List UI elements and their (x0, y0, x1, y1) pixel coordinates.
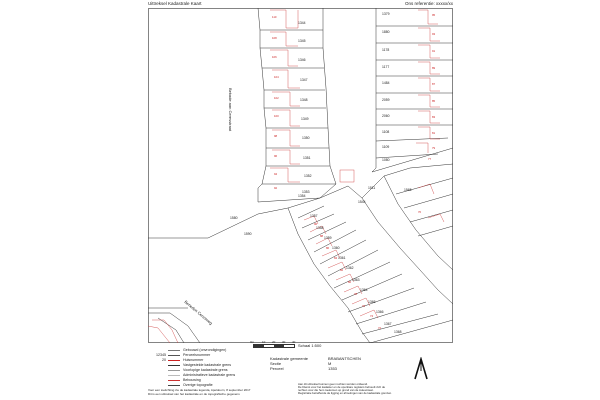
legend-swatch (168, 380, 180, 381)
municipality-label: Kadastrale gemeente (270, 356, 309, 361)
legend-item (148, 378, 268, 382)
parcel-number[interactable]: 1366 (376, 310, 384, 314)
house-number[interactable]: 88 (320, 234, 324, 238)
legend-label: Bebouwing (183, 378, 201, 382)
parcel-number[interactable]: 1880 (382, 30, 390, 34)
parcel-number[interactable]: 1511 (368, 186, 376, 190)
legend-swatch (168, 375, 180, 376)
parcel-value: 1353 (328, 366, 337, 371)
parcel-number[interactable]: 1358 (316, 226, 324, 230)
house-number[interactable]: 77 (428, 157, 432, 161)
legend-footnote-1: Voor een toelichting zie de kadastrale legenda, Apeldoorn, 8 september 2017 (148, 388, 251, 392)
buildings-middle (304, 184, 444, 318)
buildings-right (416, 10, 440, 153)
legend-swatch (168, 355, 180, 356)
house-number[interactable]: 98 (274, 134, 278, 138)
parcel-number[interactable]: 1350 (302, 136, 310, 140)
section-label: Sectie (270, 361, 282, 366)
house-number[interactable]: 84 (334, 256, 338, 260)
note-line-1: Aan dit uittreksel kunnen geen rechten worden ontleend. (298, 382, 368, 386)
parcel-number[interactable]: 1361 (338, 256, 346, 260)
legend-swatch (168, 350, 180, 351)
house-number[interactable]: 104 (274, 75, 279, 79)
house-number[interactable]: 80 (348, 280, 352, 284)
parcel-label: Perceel (270, 366, 284, 371)
house-number[interactable]: 82 (340, 268, 344, 272)
house-number[interactable]: 79 (432, 146, 436, 150)
parcel-number[interactable]: 1367 (384, 322, 392, 326)
legend-item (148, 348, 268, 352)
parcel-number[interactable]: 1363 (352, 278, 360, 282)
parcel-number[interactable]: 1109 (382, 145, 390, 149)
scale-tick-4: 40 (292, 340, 296, 344)
house-number[interactable]: 87 (432, 82, 436, 86)
house-number[interactable]: 76 (362, 304, 366, 308)
parcel-number[interactable]: 1348 (300, 98, 308, 102)
parcel-number[interactable]: 1379 (382, 12, 390, 16)
legend-label: Vastgestelde kadastrale grens (183, 363, 232, 367)
legend-item (148, 383, 268, 387)
house-number[interactable]: 83 (432, 115, 436, 119)
house-number[interactable]: 102 (274, 96, 279, 100)
section-value: M (328, 361, 332, 366)
legend-label: Overige topografie (183, 383, 213, 387)
parcel-number[interactable]: 1354 (298, 194, 306, 198)
house-number[interactable]: 93 (432, 32, 436, 36)
legend-item (148, 363, 268, 367)
house-number[interactable]: 81 (432, 131, 436, 135)
legend-item (148, 368, 268, 372)
parcel-number[interactable]: 1590 (244, 232, 252, 236)
parcel-block-lower-left (148, 214, 258, 343)
reference-label: Ons referentie: xxxxx/xx (404, 1, 453, 6)
house-number[interactable]: 96 (274, 154, 278, 158)
house-number[interactable]: 72 (378, 326, 382, 330)
parcel-number[interactable]: 1353 (302, 190, 310, 194)
parcel-number[interactable]: 1352 (304, 174, 312, 178)
parcel-number[interactable]: 1362 (346, 266, 354, 270)
legend-item (148, 373, 268, 377)
legend-label: Gebouwd (onvrondigingen) (183, 348, 227, 352)
parcel-number[interactable]: 1344 (298, 21, 306, 25)
scale-tick-2: 20 (272, 340, 276, 344)
parcel-number[interactable]: 1357 (310, 214, 318, 218)
parcel-number[interactable]: 1565 (404, 188, 412, 192)
legend-swatch (168, 385, 180, 386)
legend-item (148, 353, 268, 357)
parcel-number[interactable]: 1580 (230, 216, 238, 220)
cadastral-map[interactable] (148, 8, 453, 343)
extract-title: Uittreksel Kadastrale Kaart (148, 1, 202, 6)
parcel-number[interactable]: 1347 (300, 78, 308, 82)
parcel-number[interactable]: 1359 (324, 236, 332, 240)
parcel-block-left (258, 8, 336, 202)
parcel-number[interactable]: 1484 (382, 81, 390, 85)
house-number[interactable]: 78 (354, 292, 358, 296)
house-number[interactable]: 86 (326, 246, 330, 250)
legend-swatch (168, 370, 180, 371)
house-number[interactable]: 106 (272, 55, 277, 59)
parcel-number[interactable]: 1351 (303, 156, 311, 160)
buildings-left (270, 10, 354, 182)
scale-tick-3: 30 (282, 340, 286, 344)
house-number[interactable]: 89 (432, 66, 436, 70)
legend-label: Administratieve kadastrale grens (183, 373, 236, 377)
parcel-number[interactable]: 2060 (382, 114, 390, 118)
legend-swatch (168, 360, 180, 361)
parcel-block-middle (258, 164, 453, 343)
legend-item (148, 358, 268, 362)
house-number[interactable]: 90 (314, 222, 318, 226)
parcel-number[interactable]: 1544 (358, 200, 366, 204)
parcel-number[interactable]: 1346 (298, 58, 306, 62)
scale-label: Schaal 1:500 (298, 343, 322, 348)
house-number[interactable]: 94 (274, 172, 278, 176)
parcel-number[interactable]: 1108 (382, 130, 390, 134)
legend-swatch (168, 365, 180, 366)
house-number[interactable]: 100 (274, 114, 279, 118)
parcel-number[interactable]: 1349 (301, 117, 309, 121)
note-line-2: De Dienst voor het kadaster en de openbare registers behoudt zich de (298, 385, 386, 389)
municipality-value: BRABANTSCHEN (328, 356, 361, 361)
legend-label: Perceelsnummer (183, 353, 211, 357)
house-number[interactable]: 91 (432, 49, 436, 53)
legend-label: Huisnummer (183, 358, 204, 362)
parcel-number[interactable]: 1368 (394, 330, 402, 334)
house-number[interactable]: 110 (272, 15, 277, 19)
parcel-number[interactable]: 1360 (332, 246, 340, 250)
house-number[interactable]: 85 (432, 99, 436, 103)
house-number[interactable]: 92 (274, 186, 278, 190)
parcel-number[interactable]: 1080 (382, 158, 390, 162)
legend-code: 12345 (156, 353, 166, 357)
house-number[interactable]: 95 (432, 13, 436, 17)
parcel-number[interactable]: 1177 (382, 65, 390, 69)
note-line-3: rechten voor die hem toekomen op grond van de Auteurswet. (298, 388, 374, 392)
street-label-vertical: Bekade aan Ceresstraat (228, 88, 233, 132)
house-number[interactable]: 74 (370, 314, 374, 318)
legend-footnote-2: Dit is een uittreksel van het kadastrale en de topografische gegevens (148, 392, 240, 396)
parcel-number[interactable]: 1178 (382, 48, 390, 52)
parcel-number[interactable]: 1364 (360, 288, 368, 292)
note-line-4: Registratie betreffende de ligging en afmetingen van de kadastrale grenzen. (298, 391, 393, 395)
legend-code: 20 (162, 358, 166, 362)
street-label-diagonal: Beneden Ceresweg (183, 299, 214, 326)
house-number[interactable]: 108 (272, 36, 277, 40)
scale-tick-0: 0m (250, 340, 255, 344)
parcel-number[interactable]: 1365 (368, 300, 376, 304)
parcel-number[interactable]: 1345 (298, 39, 306, 43)
scale-tick-1: 10 (262, 340, 266, 344)
legend-label: Voorlopige kadastrale grens (183, 368, 228, 372)
house-number[interactable]: 70 (418, 210, 422, 214)
parcel-number[interactable]: 2059 (382, 98, 390, 102)
north-arrow-icon (413, 357, 429, 381)
buildings-lower-left (148, 320, 178, 343)
